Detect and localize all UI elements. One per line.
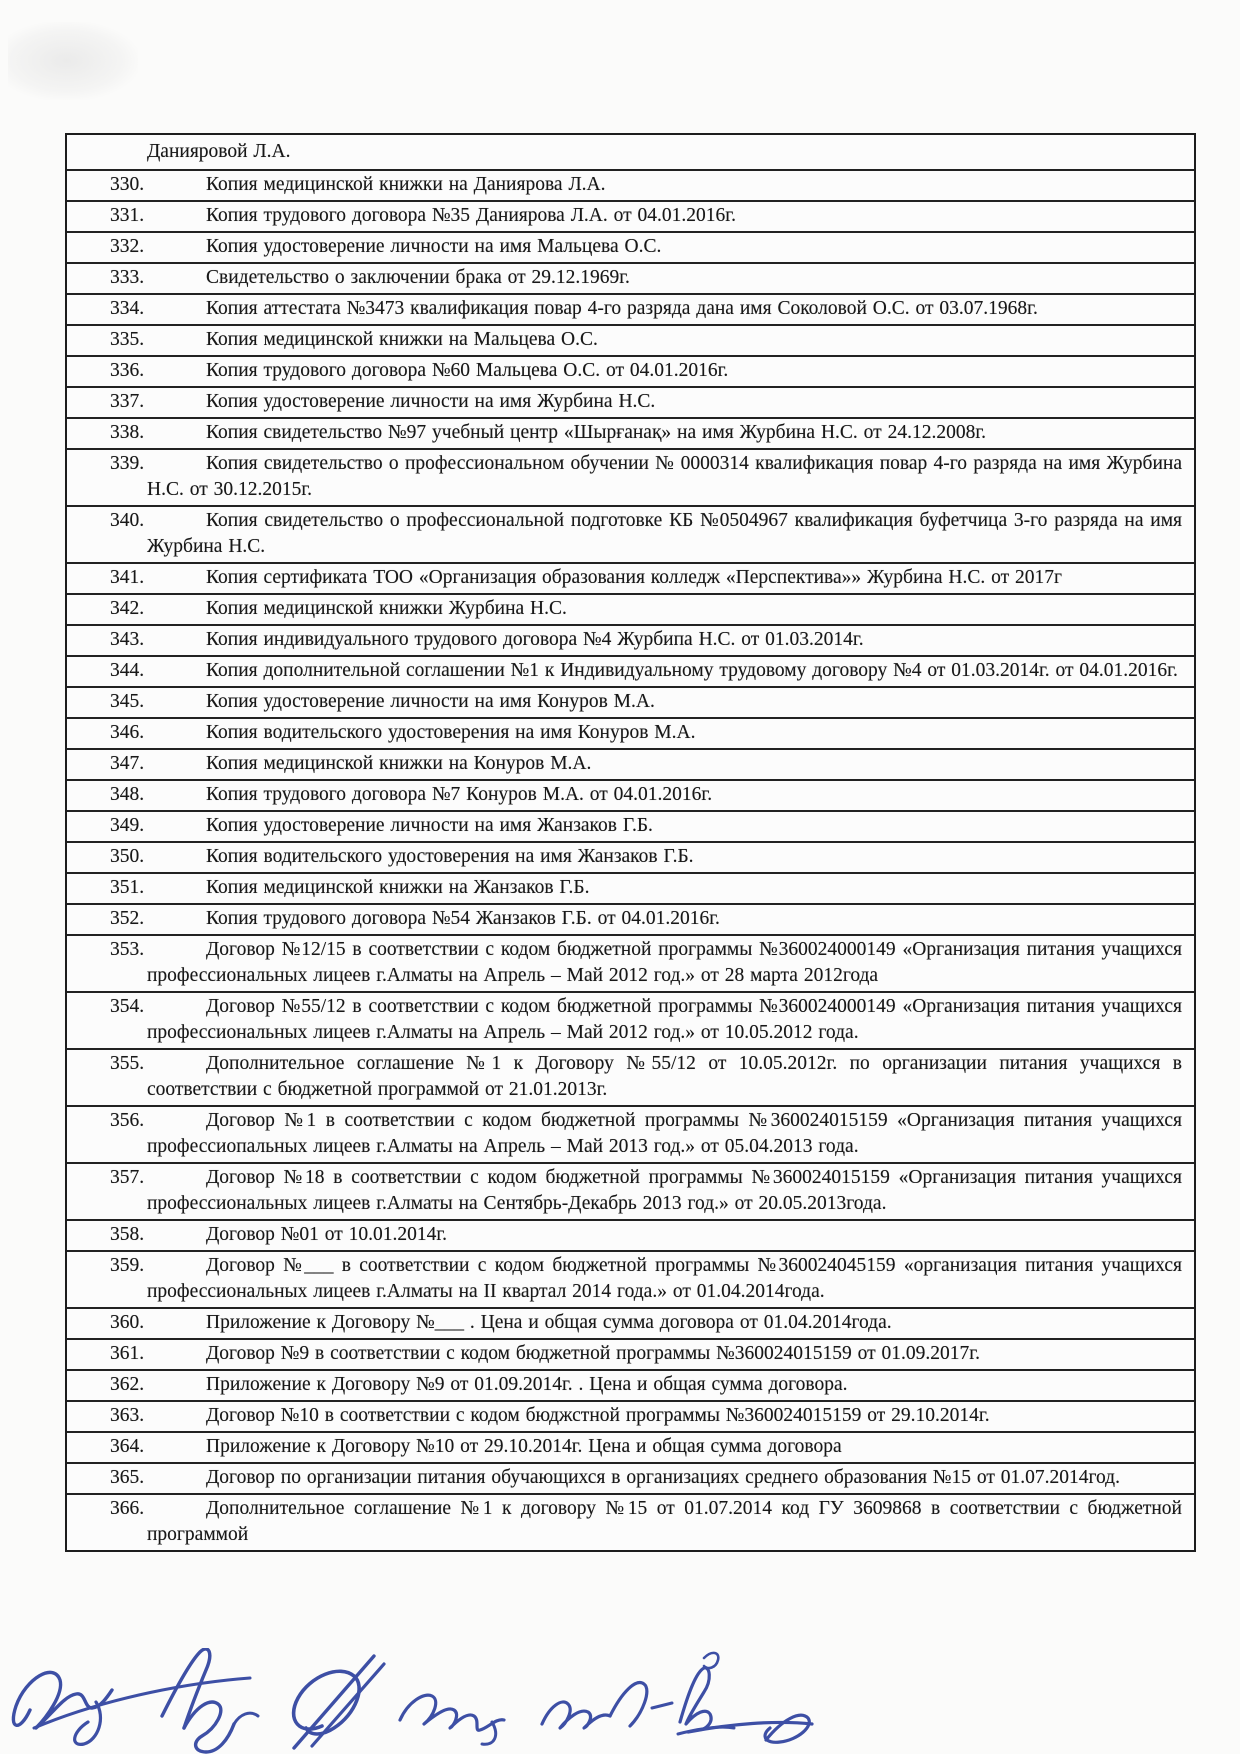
row-text: Свидетельство о заключении брака от 29.12.1969г.: [206, 267, 630, 288]
row-number: 347.: [110, 753, 145, 774]
row-text: Договор №10 в соответствии с кодом бюджстной программы №360024015159 от 29.10.2014г.: [206, 1405, 990, 1426]
table-row: [67, 326, 1194, 357]
table-row: [67, 719, 1194, 750]
table-row: [67, 1309, 1194, 1340]
row-number: 357.: [110, 1167, 145, 1188]
row-text: Копия аттестата №3473 квалификация повар 4-го разряда дана имя Соколовой О.С. от 03.07.1968г.: [206, 298, 1038, 319]
row-number: 332.: [110, 236, 145, 257]
table-row: [67, 1495, 1194, 1550]
table-row: [67, 1433, 1194, 1464]
table-row: [67, 843, 1194, 874]
table-row: [67, 1050, 1194, 1107]
row-text: Дополнительное соглашение №1 к договору №15 от 01.07.2014 код ГУ 3609868 в соответствии с бюджетной программой: [147, 1498, 1182, 1545]
row-number: 352.: [110, 908, 145, 929]
table-row: [67, 171, 1194, 202]
table-row: [67, 936, 1194, 993]
row-text: Копия трудового договора №60 Мальцева О.С. от 04.01.2016г.: [206, 360, 729, 381]
row-text: Договор №1 в соответствии с кодом бюджетной программы №360024015159 «Организация питания учащихся профессиопальных лицеев г.Алматы на Апрель – Май 2013 год.» от 05.04.2013 года.: [147, 1110, 1182, 1157]
table-row: [67, 295, 1194, 326]
row-number: 365.: [110, 1467, 145, 1488]
row-text: Копия медицинской книжки на Мальцева О.С.: [206, 329, 598, 350]
table-row-carryover: [67, 135, 1194, 171]
table-row: [67, 357, 1194, 388]
row-text: Копия удостоверение личности на имя Конуров М.А.: [206, 691, 655, 712]
row-text: Копия трудового договора №54 Жанзаков Г.Б. от 04.01.2016г.: [206, 908, 720, 929]
row-number: 341.: [110, 567, 145, 588]
row-text: Приложение к Договору №___ . Цена и общая сумма договора от 01.04.2014года.: [206, 1312, 892, 1333]
signatures-ink: [0, 1648, 1240, 1754]
table-row: [67, 781, 1194, 812]
row-number: 362.: [110, 1374, 145, 1395]
table-row: [67, 507, 1194, 564]
row-number: 359.: [110, 1255, 145, 1276]
row-number: 338.: [110, 422, 145, 443]
table-row: [67, 450, 1194, 507]
row-text: Копия водительского удостоверения на имя Конуров М.А.: [206, 722, 696, 743]
row-text: Копия медицинской книжки Журбина Н.С.: [206, 598, 567, 619]
row-text: Договор №01 от 10.01.2014г.: [206, 1224, 448, 1245]
row-number: 343.: [110, 629, 145, 650]
row-number: 340.: [110, 510, 145, 531]
row-text: Копия трудового договора №7 Конуров М.А. от 04.01.2016г.: [206, 784, 713, 805]
row-number: 339.: [110, 453, 145, 474]
row-text: Данияровой Л.А.: [147, 141, 291, 162]
row-text: Копия медицинской книжки на Даниярова Л.А.: [206, 174, 606, 195]
table-row: [67, 1221, 1194, 1252]
table-row: [67, 1164, 1194, 1221]
table-row: [67, 750, 1194, 781]
row-text: Копия сертификата ТОО «Организация образования колледж «Перспектива»» Журбина Н.С. от 2017г: [206, 567, 1062, 588]
row-text: Договор №55/12 в соответствии с кодом бюджетной программы №360024000149 «Организация питания учащихся профессиональных лицеев г.Алматы на Апрель – Май 2012 год.» от 10.05.2012 года.: [147, 996, 1182, 1043]
table-row: [67, 388, 1194, 419]
row-number: 349.: [110, 815, 145, 836]
row-text: Договор №18 в соответствии с кодом бюджетной программы №360024015159 «Организация питания учащихся профессиональных лицеев г.Алматы на Сентябрь-Декабрь 2013 год.» от 20.05.2013года.: [147, 1167, 1182, 1214]
table-row: [67, 1107, 1194, 1164]
row-text: Договор по организации питания обучающихся в организациях среднего образования №15 от 01.07.2014год.: [206, 1467, 1120, 1488]
table-row: [67, 1402, 1194, 1433]
row-number: 336.: [110, 360, 145, 381]
row-number: 350.: [110, 846, 145, 867]
row-number: 356.: [110, 1110, 145, 1131]
table-row: [67, 993, 1194, 1050]
row-text: Копия медицинской книжки на Конуров М.А.: [206, 753, 592, 774]
row-text: Копия свидетельство о профессиональном обучении № 0000314 квалификация повар 4-го разряда на имя Журбина Н.С. от 30.12.2015г.: [147, 453, 1182, 500]
document-inventory-table: [65, 133, 1196, 1552]
row-number: 337.: [110, 391, 145, 412]
row-text: Договор №___ в соответствии с кодом бюджетной программы №360024045159 «организация питания учащихся профессиональных лицеев г.Алматы на II квартал 2014 года.» от 01.04.2014года.: [147, 1255, 1182, 1302]
table-row: [67, 874, 1194, 905]
row-number: 351.: [110, 877, 145, 898]
row-text: Копия удостоверение личности на имя Мальцева О.С.: [206, 236, 662, 257]
row-number: 364.: [110, 1436, 145, 1457]
table-row: [67, 1371, 1194, 1402]
row-number: 363.: [110, 1405, 145, 1426]
table-row: [67, 626, 1194, 657]
row-number: 366.: [110, 1498, 145, 1519]
table-row: [67, 564, 1194, 595]
row-number: 348.: [110, 784, 145, 805]
row-number: 342.: [110, 598, 145, 619]
row-text: Копия дополнительной соглашении №1 к Индивидуальному трудовому договору №4 от 01.03.2014г. от 04.01.2016г.: [206, 660, 1178, 681]
row-number: 355.: [110, 1053, 145, 1074]
table-row: [67, 264, 1194, 295]
table-row: [67, 595, 1194, 626]
table-row: [67, 1252, 1194, 1309]
row-number: 344.: [110, 660, 145, 681]
row-number: 335.: [110, 329, 145, 350]
table-row: [67, 1340, 1194, 1371]
table-row: [67, 1464, 1194, 1495]
row-text: Копия свидетельство №97 учебный центр «Шырғанақ» на имя Журбина Н.С. от 24.12.2008г.: [206, 422, 986, 443]
row-number: 331.: [110, 205, 145, 226]
table-row: [67, 419, 1194, 450]
table-row: [67, 657, 1194, 688]
table-row: [67, 812, 1194, 843]
row-number: 358.: [110, 1224, 145, 1245]
row-text: Приложение к Договору №9 от 01.09.2014г. . Цена и общая сумма договора.: [206, 1374, 848, 1395]
row-number: 353.: [110, 939, 145, 960]
table-row: [67, 905, 1194, 936]
row-text: Копия свидетельство о профессиональной подготовке КБ №0504967 квалификация буфетчица 3-го разряда на имя Журбина Н.С.: [147, 510, 1182, 557]
row-text: Договор №9 в соответствии с кодом бюджетной программы №360024015159 от 01.09.2017г.: [206, 1343, 980, 1364]
row-text: Дополнительное соглашение №1 к Договору №55/12 от 10.05.2012г. по организации питания учащихся в соответствии с бюджетной программой от 21.01.2013г.: [147, 1053, 1182, 1100]
scan-smudge-artifact: [8, 22, 138, 100]
row-number: 346.: [110, 722, 145, 743]
row-number: 330.: [110, 174, 145, 195]
table-row: [67, 233, 1194, 264]
row-number: 360.: [110, 1312, 145, 1333]
table-row: [67, 688, 1194, 719]
row-text: Копия трудового договора №35 Даниярова Л.А. от 04.01.2016г.: [206, 205, 736, 226]
table-row: [67, 202, 1194, 233]
row-number: 361.: [110, 1343, 145, 1364]
row-number: 333.: [110, 267, 145, 288]
row-text: Копия индивидуального трудового договора №4 Журбипа Н.С. от 01.03.2014г.: [206, 629, 864, 650]
row-number: 345.: [110, 691, 145, 712]
row-text: Договор №12/15 в соответствии с кодом бюджетной программы №360024000149 «Организация питания учащихся профессиональных лицеев г.Алматы на Апрель – Май 2012 год.» от 28 марта 2012года: [147, 939, 1182, 986]
row-text: Приложение к Договору №10 от 29.10.2014г. Цена и общая сумма договора: [206, 1436, 842, 1457]
row-number: 354.: [110, 996, 145, 1017]
row-text: Копия водительского удостоверения на имя Жанзаков Г.Б.: [206, 846, 694, 867]
row-text: Копия удостоверение личности на имя Жанзаков Г.Б.: [206, 815, 653, 836]
row-text: Копия медицинской книжки на Жанзаков Г.Б.: [206, 877, 590, 898]
row-text: Копия удостоверение личности на имя Журбина Н.С.: [206, 391, 656, 412]
row-number: 334.: [110, 298, 145, 319]
